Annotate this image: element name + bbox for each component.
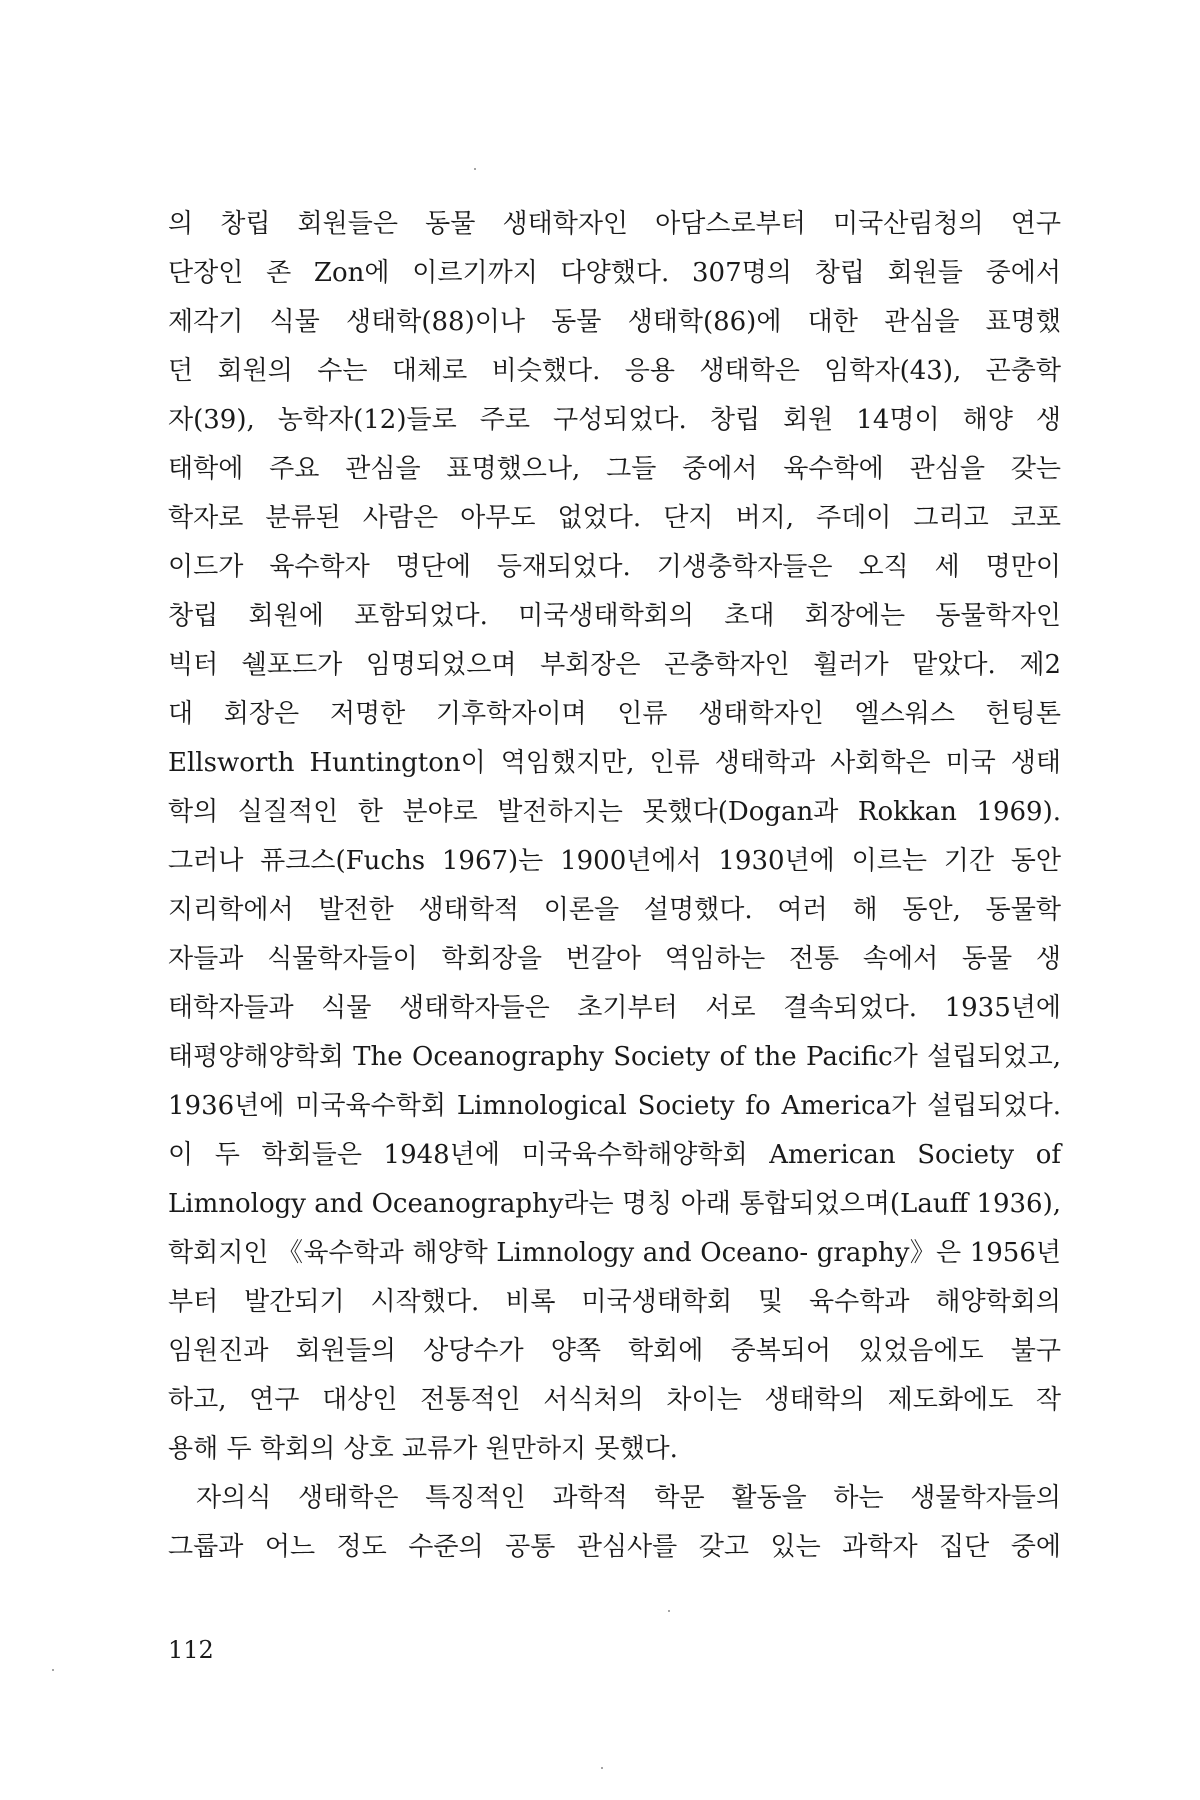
- page-number: 112: [168, 1636, 214, 1664]
- scan-speck: [668, 1610, 670, 1612]
- scan-speck: [52, 1669, 54, 1671]
- text-line: 태평양해양학회 The Oceanography Society of the Pacific가 설립되었고,: [168, 1042, 1061, 1072]
- text-line: 이드가 육수학자 명단에 등재되었다. 기생충학자들은 오직 세 명만이: [168, 552, 1061, 582]
- text-line: 학의 실질적인 한 분야로 발전하지는 못했다(Dogan과 Rokkan 1969).: [168, 797, 1061, 827]
- text-line: 그룹과 어느 정도 수준의 공통 관심사를 갖고 있는 과학자 집단 중에: [168, 1532, 1061, 1562]
- text-line: 용해 두 학회의 상호 교류가 원만하지 못했다.: [168, 1434, 678, 1464]
- text-line: 태학자들과 식물 생태학자들은 초기부터 서로 결속되었다. 1935년에: [168, 993, 1061, 1023]
- text-line: Limnology and Oceanography라는 명칭 아래 통합되었으며(Lauff 1936),: [168, 1189, 1061, 1219]
- text-line: 던 회원의 수는 대체로 비슷했다. 응용 생태학은 임학자(43), 곤충학: [168, 356, 1061, 386]
- text-line: 1936년에 미국육수학회 Limnological Society fo America가 설립되었다.: [168, 1091, 1061, 1121]
- text-line: 태학에 주요 관심을 표명했으나, 그들 중에서 육수학에 관심을 갖는: [168, 454, 1061, 484]
- text-line: 자들과 식물학자들이 학회장을 번갈아 역임하는 전통 속에서 동물 생: [168, 944, 1061, 974]
- text-line: 창립 회원에 포함되었다. 미국생태학회의 초대 회장에는 동물학자인: [168, 601, 1061, 631]
- text-line: 이 두 학회들은 1948년에 미국육수학해양학회 American Society of: [168, 1140, 1061, 1170]
- text-line: 학회지인 《육수학과 해양학 Limnology and Oceano- graphy》은 1956년: [168, 1238, 1061, 1268]
- text-line: 의 창립 회원들은 동물 생태학자인 아담스로부터 미국산림청의 연구: [168, 209, 1061, 239]
- text-line: 빅터 쉘포드가 임명되었으며 부회장은 곤충학자인 휠러가 맡았다. 제2: [168, 650, 1061, 680]
- scan-speck: [474, 168, 476, 170]
- text-line: 학자로 분류된 사람은 아무도 없었다. 단지 버지, 주데이 그리고 코포: [168, 503, 1061, 533]
- text-line: 제각기 식물 생태학(88)이나 동물 생태학(86)에 대한 관심을 표명했: [168, 307, 1061, 337]
- text-line: 자의식 생태학은 특징적인 과학적 학문 활동을 하는 생물학자들의: [196, 1483, 1061, 1513]
- text-line: 자(39), 농학자(12)들로 주로 구성되었다. 창립 회원 14명이 해양 생: [168, 405, 1061, 435]
- text-line: 부터 발간되기 시작했다. 비록 미국생태학회 및 육수학과 해양학회의: [168, 1287, 1061, 1317]
- text-line: 그러나 퓨크스(Fuchs 1967)는 1900년에서 1930년에 이르는 기간 동안: [168, 846, 1061, 876]
- text-line: Ellsworth Huntington이 역임했지만, 인류 생태학과 사회학은 미국 생태: [168, 748, 1061, 778]
- text-line: 하고, 연구 대상인 전통적인 서식처의 차이는 생태학의 제도화에도 작: [168, 1385, 1061, 1415]
- body-text: [168, 200, 1061, 1572]
- text-line: 단장인 존 Zon에 이르기까지 다양했다. 307명의 창립 회원들 중에서: [168, 258, 1061, 288]
- text-line: 지리학에서 발전한 생태학적 이론을 설명했다. 여러 해 동안, 동물학: [168, 895, 1061, 925]
- scan-speck: [601, 1767, 603, 1769]
- text-line: 대 회장은 저명한 기후학자이며 인류 생태학자인 엘스워스 헌팅톤: [168, 699, 1061, 729]
- text-line: 임원진과 회원들의 상당수가 양쪽 학회에 중복되어 있었음에도 불구: [168, 1336, 1061, 1366]
